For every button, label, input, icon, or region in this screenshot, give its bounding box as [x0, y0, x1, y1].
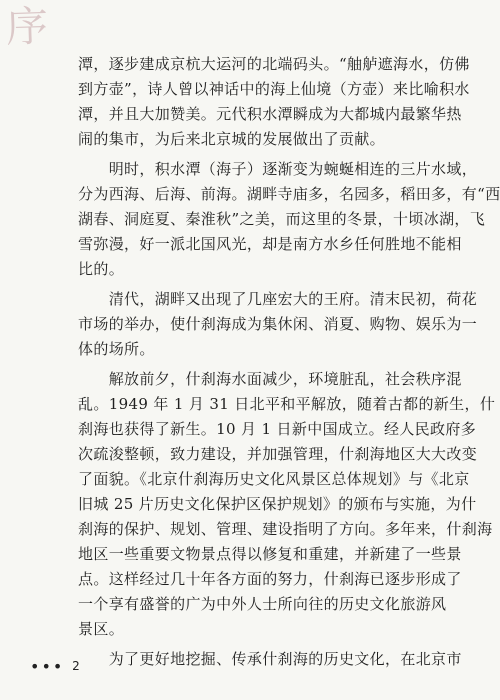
text-line: 湖春、洞庭夏、秦淮秋”之美，而这里的冬景，十顷冰湖，飞	[78, 210, 486, 228]
text-line: 比的。	[78, 260, 125, 278]
text-line: 体的场所。	[78, 340, 155, 358]
text-line: 旧城 25 片历史文化保护区保护规划》的颁布与实施，为什	[78, 495, 477, 513]
text-line: 一个享有盛誉的广为中外人士所向往的历史文化旅游风	[78, 595, 447, 613]
text-line: 地区一些重要文物景点得以修复和重建，并新建了一些景	[78, 545, 462, 563]
text-line: 乱。1949 年 1 月 31 日北平和平解放，随着古都的新生，什	[78, 395, 496, 413]
text-line: 闹的集市，为后来北京城的发展做出了贡献。	[78, 130, 386, 148]
text-line: 分为西海、后海、前海。湖畔寺庙多，名园多，稻田多，有“西	[78, 185, 500, 203]
text-line: 刹海也获得了新生。10 月 1 日新中国成立。经人民政府多	[78, 420, 477, 438]
text-line: 了面貌。《北京什刹海历史文化风景区总体规划》与《北京	[78, 470, 470, 488]
text-line: 景区。	[78, 620, 125, 638]
text-line: 点。这样经过几十年各方面的努力，什刹海已逐步形成了	[78, 570, 462, 588]
text-line: 为了更好地挖掘、传承什刹海的历史文化，在北京市	[78, 650, 462, 668]
text-line: 清代，湖畔又出现了几座宏大的王府。清末民初，荷花	[78, 290, 478, 308]
text-line: 市场的举办，使什刹海成为集休闲、消夏、购物、娱乐为一	[78, 315, 478, 333]
text-line: 雪弥漫，好一派北国风光，却是南方水乡任何胜地不能相	[78, 235, 462, 253]
text-line: 次疏浚整顿，致力建设，并加强管理，什刹海地区大大改变	[78, 445, 478, 463]
text-line: 明时，积水潭（海子）逐渐变为蜿蜒相连的三片水域，	[78, 160, 478, 178]
text-line: 潭，并且大加赞美。元代积水潭瞬成为大都城内最繁华热	[78, 105, 462, 123]
page-number: 2	[72, 659, 82, 673]
text-line: 刹海的保护、规划、管理、建设指明了方向。多年来，什刹海	[78, 520, 493, 538]
body-text	[78, 52, 500, 672]
text-line: 到方壶”，诗人曾以神话中的海上仙境（方壶）来比喻积水	[78, 80, 470, 98]
text-line: 潭，逐步建成京杭大运河的北端码头。“舳舻遮海水，仿佛	[78, 55, 470, 73]
page-footer	[30, 657, 82, 676]
text-line: 解放前夕，什刹海水面减少，环境脏乱，社会秩序混	[78, 370, 462, 388]
footer-dots: •••	[30, 657, 65, 676]
preface-seal-character: 序	[5, 1, 49, 52]
